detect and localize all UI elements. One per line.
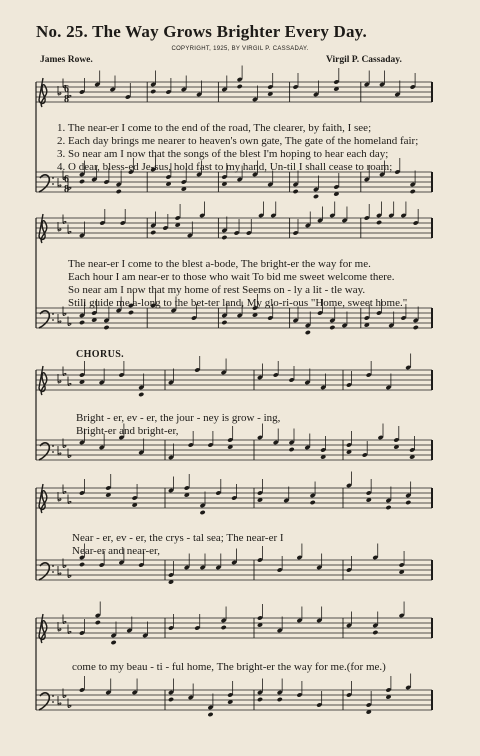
bass-clef-dot <box>52 319 54 321</box>
note-head <box>79 179 85 184</box>
bass-clef-dot <box>52 565 54 567</box>
note-head <box>310 500 316 505</box>
verse-3-line-b: So near am I now that my home of rest Seems on - ly a lit - tle way. <box>68 284 366 296</box>
hymn-title: No. 25. The Way Grows Brighter Every Day. <box>36 22 367 41</box>
note-head <box>410 189 416 194</box>
bass-clef-dot <box>52 445 54 447</box>
note-head <box>138 392 144 397</box>
bass-clef-dot <box>52 695 54 697</box>
bass-clef-dot <box>52 451 54 453</box>
note-head <box>150 89 156 94</box>
chorus-line-1-bass: Bright-er and bright-er, <box>76 425 179 437</box>
verse-2-line-b: Each hour I am near-er to those who wait To bid me sweet welcome there. <box>68 271 395 283</box>
flat-sign <box>68 377 71 386</box>
note-head <box>103 325 109 330</box>
flat-sign <box>58 446 61 455</box>
flat-sign <box>63 615 66 624</box>
note-head <box>207 712 213 717</box>
flat-sign <box>58 566 61 575</box>
copyright-notice: COPYRIGHT, 1925, BY VIRGIL P. CASSADAY. <box>171 46 309 52</box>
note-head <box>313 194 319 199</box>
verse-3-line-a: 3. So near am I now that the songs of the blest I'm hoping to hear each day; <box>57 148 389 160</box>
verse-4-line-b: Still guide me a-long to the bet-ter land, My glo-ri-ous "Home, sweet home." <box>68 297 408 309</box>
time-signature-top: 6 <box>64 174 69 185</box>
note-head <box>116 189 122 194</box>
note-head <box>168 697 174 702</box>
chorus-line-2-bass: Near-er and near-er, <box>72 545 160 557</box>
note-head <box>111 640 117 645</box>
note-head <box>405 500 411 505</box>
note-head <box>413 325 419 330</box>
composer: Virgil P. Cassaday. <box>326 55 402 65</box>
bass-clef-dot <box>52 313 54 315</box>
note-head <box>372 630 378 635</box>
chorus-label: CHORUS. <box>76 349 125 360</box>
note-head <box>200 510 206 515</box>
chorus-line-2: Near - er, ev - er, the crys - tal sea; The near-er I <box>72 532 284 544</box>
flat-sign <box>68 625 71 634</box>
flat-sign <box>58 696 61 705</box>
flat-sign <box>63 215 66 224</box>
verse-2-line-a: 2. Each day brings me nearer to heaven's own gate, The gate of the homeland fair; <box>57 135 419 147</box>
note-head <box>376 220 382 225</box>
note-head <box>289 447 295 452</box>
verse-1-line-a: 1. The near-er I come to the end of the road, The clearer, by faith, I see; <box>57 122 372 134</box>
flat-sign <box>68 225 71 234</box>
flat-sign <box>63 485 66 494</box>
note-head <box>237 84 243 89</box>
note-head <box>79 320 85 325</box>
note-head <box>329 325 335 330</box>
time-signature-bottom: 8 <box>64 94 69 105</box>
flat-sign <box>68 495 71 504</box>
note-head <box>305 330 311 335</box>
chorus-line-3: come to my beau - ti - ful home, The bright-er the way for me.(for me.) <box>72 661 386 673</box>
flat-sign <box>58 178 61 187</box>
note-head <box>221 320 227 325</box>
note-head <box>150 230 156 235</box>
lyricist: James Rowe. <box>40 55 93 65</box>
note-head <box>128 310 134 315</box>
verse-4-line-a: 4. O dear, bless-ed Je-sus, hold fast to my hand, Un-til I shall cease to roam; <box>57 161 393 173</box>
bass-clef-dot <box>52 183 54 185</box>
note-head <box>293 189 299 194</box>
note-head <box>221 625 227 630</box>
verse-1-line-b: The near-er I come to the blest a-bode, The bright-er the way for me. <box>68 258 371 270</box>
bass-clef-dot <box>52 571 54 573</box>
flat-sign <box>58 314 61 323</box>
note-head <box>95 620 101 625</box>
note-head <box>79 562 85 567</box>
note-head <box>221 235 227 240</box>
time-signature-bottom: 8 <box>64 184 69 195</box>
note-head <box>257 697 263 702</box>
chorus-line-1: Bright - er, ev - er, the jour - ney is grow - ing, <box>76 412 281 424</box>
bass-clef-dot <box>52 177 54 179</box>
time-signature-top: 6 <box>64 84 69 95</box>
flat-sign <box>63 367 66 376</box>
bass-clef-dot <box>52 701 54 703</box>
note-head <box>277 697 283 702</box>
note-head <box>385 505 391 510</box>
